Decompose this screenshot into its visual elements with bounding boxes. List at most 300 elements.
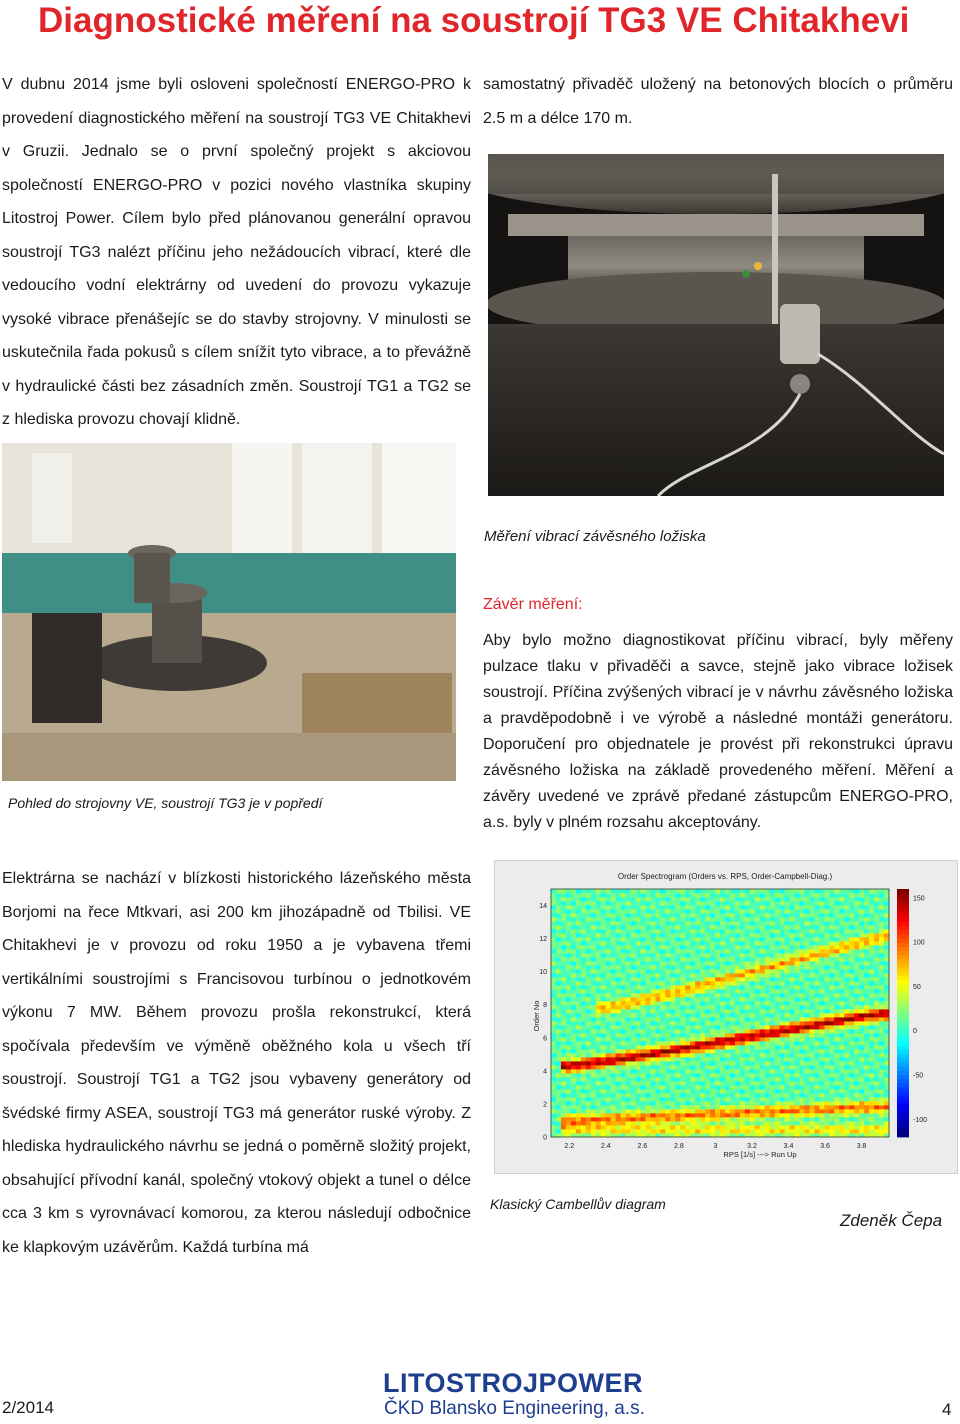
heatmap-cell: [795, 997, 800, 1001]
heatmap-cell: [760, 1069, 765, 1073]
heatmap-cell: [834, 1113, 839, 1117]
heatmap-cell: [611, 985, 616, 989]
heatmap-cell: [785, 913, 790, 917]
heatmap-cell: [844, 925, 849, 929]
heatmap-cell: [745, 949, 750, 953]
heatmap-cell: [715, 997, 720, 1001]
heatmap-cell: [869, 1005, 874, 1009]
heatmap-cell: [785, 1109, 790, 1113]
heatmap-cell: [626, 973, 631, 977]
heatmap-cell: [710, 977, 715, 981]
heatmap-cell: [720, 1041, 725, 1045]
heatmap-cell: [819, 945, 824, 949]
heatmap-cell: [844, 953, 849, 957]
heatmap-cell: [730, 937, 735, 941]
heatmap-cell: [695, 905, 700, 909]
heatmap-cell: [680, 997, 685, 1001]
heatmap-cell: [725, 965, 730, 969]
heatmap-cell: [770, 1129, 775, 1133]
heatmap-cell: [601, 997, 606, 1001]
heatmap-cell: [640, 1001, 645, 1005]
heatmap-cell: [824, 1017, 829, 1021]
heatmap-cell: [621, 1109, 626, 1113]
heatmap-cell: [645, 957, 650, 961]
heatmap-cell: [665, 1081, 670, 1085]
heatmap-cell: [616, 985, 621, 989]
heatmap-cell: [755, 889, 760, 893]
heatmap-cell: [725, 933, 730, 937]
heatmap-cell: [606, 1065, 611, 1069]
heatmap-cell: [636, 897, 641, 901]
heatmap-cell: [814, 1045, 819, 1049]
heatmap-cell: [710, 933, 715, 937]
heatmap-cell: [785, 965, 790, 969]
heatmap-cell: [680, 1065, 685, 1069]
heatmap-cell: [601, 1037, 606, 1041]
heatmap-cell: [854, 1033, 859, 1037]
heatmap-cell: [645, 929, 650, 933]
heatmap-cell: [839, 909, 844, 913]
plant-description-paragraph: Elektrárna se nachází v blízkosti historického lázeňského města Borjomi na řece Mtkvari, asi 200 km jihozápadně od Tbilisi. VE Chitakhevi je v provozu od roku 1950 a je vybavena třemi vertikálními soustrojími s Francisovou turbínou o jednotkovém výkonu 7 MW. Během provozu prošla rekonstrukcí, která spočívala především ve výměně oběžného kola u všech tří soustrojí. Soustrojí TG1 a TG2 jsou vybaveny generátory od švédské firmy ASEA, soustrojí TG3 má generátor ruské výroby. Z hlediska hydraulického návrhu se jedná o poměrně složitý projekt, obsahující přívodní kanál, společný vtokový objekt a tunel o délce cca 3 km s vyrovnávací komorou, za kterou následují odbočnice ke klapkovým uzávěrům. Každá turbína má: [2, 870, 471, 1256]
heatmap-cell: [730, 1021, 735, 1025]
heatmap-cell: [755, 1097, 760, 1101]
heatmap-cell: [690, 1125, 695, 1129]
heatmap-cell: [809, 985, 814, 989]
heatmap-cell: [720, 1125, 725, 1129]
heatmap-cell: [705, 909, 710, 913]
heatmap-cell: [665, 913, 670, 917]
heatmap-cell: [740, 1053, 745, 1057]
heatmap-cell: [839, 1101, 844, 1105]
heatmap-cell: [795, 1077, 800, 1081]
heatmap-cell: [785, 1085, 790, 1089]
heatmap-cell: [740, 1013, 745, 1017]
heatmap-cell: [685, 897, 690, 901]
heatmap-cell: [601, 1009, 606, 1013]
heatmap-cell: [631, 1093, 636, 1097]
heatmap-cell: [834, 1105, 839, 1109]
heatmap-cell: [626, 941, 631, 945]
heatmap-cell: [596, 917, 601, 921]
heatmap-cell: [839, 1013, 844, 1017]
heatmap-cell: [750, 909, 755, 913]
heatmap-cell: [616, 897, 621, 901]
heatmap-cell: [650, 1097, 655, 1101]
heatmap-cell: [740, 1117, 745, 1121]
heatmap-cell: [655, 1117, 660, 1121]
heatmap-cell: [591, 941, 596, 945]
heatmap-cell: [660, 941, 665, 945]
heatmap-cell: [670, 901, 675, 905]
heatmap-cell: [700, 1001, 705, 1005]
heatmap-cell: [715, 1129, 720, 1133]
heatmap-cell: [556, 893, 561, 897]
page-number: 4: [942, 1400, 952, 1419]
heatmap-cell: [879, 1117, 884, 1121]
heatmap-cell: [680, 1073, 685, 1077]
heatmap-cell: [700, 1045, 705, 1049]
heatmap-cell: [675, 961, 680, 965]
heatmap-cell: [660, 889, 665, 893]
campbell-caption: Klasický Cambellův diagram: [490, 1196, 666, 1212]
heatmap-cell: [869, 1121, 874, 1125]
colorbar-segment: [897, 1030, 909, 1035]
heatmap-cell: [611, 1021, 616, 1025]
heatmap-cell: [775, 1041, 780, 1045]
heatmap-cell: [844, 1097, 849, 1101]
heatmap-cell: [680, 949, 685, 953]
heatmap-cell: [735, 1085, 740, 1089]
heatmap-cell: [705, 1069, 710, 1073]
heatmap-cell: [576, 1069, 581, 1073]
heatmap-cell: [800, 897, 805, 901]
heatmap-cell: [725, 977, 730, 981]
heatmap-cell: [879, 913, 884, 917]
heatmap-cell: [690, 1069, 695, 1073]
heatmap-cell: [760, 961, 765, 965]
heatmap-cell: [819, 1065, 824, 1069]
heatmap-cell: [670, 925, 675, 929]
heatmap-cell: [655, 1013, 660, 1017]
heatmap-cell: [581, 945, 586, 949]
heatmap-cell: [790, 1033, 795, 1037]
heatmap-cell: [755, 1029, 760, 1033]
heatmap-cell: [685, 989, 690, 993]
heatmap-cell: [561, 1097, 566, 1101]
heatmap-cell: [824, 1025, 829, 1029]
heatmap-cell: [834, 901, 839, 905]
heatmap-cell: [581, 1033, 586, 1037]
heatmap-cell: [824, 941, 829, 945]
heatmap-cell: [879, 997, 884, 1001]
heatmap-cell: [800, 953, 805, 957]
y-tick-label: 10: [539, 969, 547, 977]
heatmap-cell: [665, 1117, 670, 1121]
y-tick-label: 4: [543, 1068, 547, 1076]
heatmap-cell: [640, 1085, 645, 1089]
heatmap-cell: [591, 1113, 596, 1117]
heatmap-cell: [854, 905, 859, 909]
heatmap-cell: [556, 1037, 561, 1041]
heatmap-cell: [800, 1049, 805, 1053]
heatmap-cell: [690, 1005, 695, 1009]
heatmap-cell: [675, 1073, 680, 1077]
heatmap-cell: [665, 953, 670, 957]
heatmap-cell: [631, 997, 636, 1001]
heatmap-cell: [690, 1009, 695, 1013]
heatmap-cell: [785, 1001, 790, 1005]
heatmap-cell: [710, 925, 715, 929]
heatmap-cell: [800, 949, 805, 953]
heatmap-cell: [879, 1057, 884, 1061]
heatmap-cell: [700, 1049, 705, 1053]
heatmap-cell: [655, 977, 660, 981]
heatmap-cell: [849, 933, 854, 937]
heatmap-cell: [715, 1057, 720, 1061]
heatmap-cell: [809, 1081, 814, 1085]
heatmap-cell: [874, 893, 879, 897]
heatmap-cell: [805, 1089, 810, 1093]
heatmap-cell: [829, 921, 834, 925]
heatmap-cell: [730, 917, 735, 921]
heatmap-cell: [690, 917, 695, 921]
heatmap-cell: [819, 897, 824, 901]
heatmap-cell: [586, 1101, 591, 1105]
heatmap-cell: [795, 993, 800, 997]
heatmap-cell: [621, 1117, 626, 1121]
heatmap-cell: [765, 989, 770, 993]
heatmap-cell: [854, 1045, 859, 1049]
heatmap-cell: [636, 1017, 641, 1021]
colorbar-segment: [897, 1092, 909, 1097]
heatmap-cell: [819, 1053, 824, 1057]
heatmap-cell: [720, 1025, 725, 1029]
heatmap-cell: [665, 981, 670, 985]
heatmap-cell: [705, 993, 710, 997]
heatmap-cell: [621, 1041, 626, 1045]
heatmap-cell: [645, 985, 650, 989]
heatmap-cell: [636, 1045, 641, 1049]
heatmap-cell: [824, 933, 829, 937]
colorbar-segment: [897, 910, 909, 915]
heatmap-cell: [685, 1009, 690, 1013]
heatmap-cell: [750, 1037, 755, 1041]
heatmap-cell: [844, 949, 849, 953]
heatmap-cell: [824, 945, 829, 949]
heatmap-cell: [660, 1049, 665, 1053]
heatmap-cell: [770, 973, 775, 977]
heatmap-cell: [790, 1093, 795, 1097]
heatmap-cell: [710, 1057, 715, 1061]
heatmap-cell: [576, 957, 581, 961]
heatmap-cell: [680, 969, 685, 973]
heatmap-cell: [884, 917, 889, 921]
heatmap-cell: [571, 1025, 576, 1029]
heatmap-cell: [655, 1041, 660, 1045]
heatmap-cell: [760, 1125, 765, 1129]
heatmap-cell: [725, 1105, 730, 1109]
heatmap-cell: [636, 1125, 641, 1129]
heatmap-cell: [879, 957, 884, 961]
heatmap-cell: [606, 1105, 611, 1109]
heatmap-cell: [834, 1097, 839, 1101]
heatmap-cell: [884, 945, 889, 949]
heatmap-cell: [586, 929, 591, 933]
heatmap-cell: [755, 1109, 760, 1113]
heatmap-cell: [660, 1069, 665, 1073]
heatmap-cell: [755, 1045, 760, 1049]
heatmap-cell: [834, 1069, 839, 1073]
heatmap-cell: [849, 1073, 854, 1077]
heatmap-cell: [690, 913, 695, 917]
heatmap-cell: [814, 1057, 819, 1061]
heatmap-cell: [561, 965, 566, 969]
heatmap-cell: [730, 1005, 735, 1009]
heatmap-cell: [556, 1081, 561, 1085]
heatmap-cell: [770, 961, 775, 965]
heatmap-cell: [705, 925, 710, 929]
heatmap-cell: [581, 957, 586, 961]
heatmap-cell: [705, 1065, 710, 1069]
heatmap-cell: [715, 989, 720, 993]
heatmap-cell: [626, 913, 631, 917]
heatmap-cell: [616, 981, 621, 985]
heatmap-cell: [670, 941, 675, 945]
heatmap-cell: [705, 1009, 710, 1013]
heatmap-cell: [874, 1069, 879, 1073]
heatmap-cell: [864, 897, 869, 901]
heatmap-cell: [616, 1025, 621, 1029]
heatmap-cell: [755, 1125, 760, 1129]
heatmap-cell: [665, 917, 670, 921]
heatmap-cell: [805, 897, 810, 901]
heatmap-cell: [640, 1057, 645, 1061]
heatmap-cell: [670, 1065, 675, 1069]
heatmap-cell: [705, 1053, 710, 1057]
heatmap-cell: [566, 1085, 571, 1089]
heatmap-cell: [680, 1125, 685, 1129]
heatmap-cell: [765, 1049, 770, 1053]
heatmap-cell: [650, 1037, 655, 1041]
heatmap-cell: [809, 1121, 814, 1125]
heatmap-cell: [566, 917, 571, 921]
heatmap-cell: [819, 949, 824, 953]
heatmap-cell: [859, 1077, 864, 1081]
heatmap-cell: [640, 1025, 645, 1029]
heatmap-cell: [854, 1073, 859, 1077]
heatmap-cell: [640, 1121, 645, 1125]
heatmap-cell: [760, 1113, 765, 1117]
heatmap-cell: [606, 1049, 611, 1053]
heatmap-cell: [636, 953, 641, 957]
heatmap-cell: [556, 1025, 561, 1029]
heatmap-cell: [685, 1093, 690, 1097]
heatmap-cell: [601, 1117, 606, 1121]
heatmap-cell: [720, 937, 725, 941]
heatmap-cell: [601, 921, 606, 925]
heatmap-cell: [640, 1125, 645, 1129]
heatmap-cell: [864, 1041, 869, 1045]
heatmap-cell: [650, 1129, 655, 1133]
heatmap-cell: [680, 985, 685, 989]
heatmap-cell: [690, 977, 695, 981]
heatmap-cell: [834, 981, 839, 985]
heatmap-cell: [670, 1077, 675, 1081]
heatmap-cell: [626, 1037, 631, 1041]
heatmap-cell: [631, 1113, 636, 1117]
heatmap-cell: [770, 889, 775, 893]
heatmap-cell: [780, 1069, 785, 1073]
heatmap-cell: [770, 1017, 775, 1021]
heatmap-cell: [640, 1069, 645, 1073]
heatmap-cell: [775, 1097, 780, 1101]
heatmap-cell: [819, 913, 824, 917]
heatmap-cell: [834, 953, 839, 957]
colorbar-segment: [897, 1013, 909, 1018]
heatmap-cell: [809, 981, 814, 985]
heatmap-cell: [834, 961, 839, 965]
heatmap-cell: [780, 997, 785, 1001]
heatmap-cell: [869, 1089, 874, 1093]
heatmap-cell: [596, 1037, 601, 1041]
heatmap-cell: [660, 909, 665, 913]
heatmap-cell: [675, 965, 680, 969]
heatmap-cell: [770, 1093, 775, 1097]
heatmap-cell: [760, 1025, 765, 1029]
heatmap-cell: [809, 913, 814, 917]
heatmap-cell: [765, 1081, 770, 1085]
heatmap-cell: [780, 1053, 785, 1057]
heatmap-cell: [670, 905, 675, 909]
heatmap-cell: [755, 1057, 760, 1061]
heatmap-cell: [884, 929, 889, 933]
heatmap-cell: [785, 929, 790, 933]
heatmap-cell: [611, 1097, 616, 1101]
heatmap-cell: [611, 1069, 616, 1073]
heatmap-cell: [631, 901, 636, 905]
heatmap-cell: [700, 1013, 705, 1017]
heatmap-cell: [680, 1053, 685, 1057]
heatmap-cell: [785, 997, 790, 1001]
heatmap-cell: [571, 1097, 576, 1101]
heatmap-cell: [760, 905, 765, 909]
heatmap-cell: [640, 1049, 645, 1053]
heatmap-cell: [854, 1101, 859, 1105]
heatmap-cell: [586, 1041, 591, 1045]
heatmap-cell: [690, 897, 695, 901]
heatmap-cell: [586, 925, 591, 929]
colorbar-segment: [897, 893, 909, 898]
heatmap-cell: [685, 973, 690, 977]
heatmap-cell: [765, 1041, 770, 1045]
heatmap-cell: [636, 985, 641, 989]
heatmap-cell: [879, 937, 884, 941]
heatmap-cell: [581, 1121, 586, 1125]
heatmap-cell: [745, 965, 750, 969]
heatmap-cell: [844, 897, 849, 901]
heatmap-cell: [700, 1121, 705, 1125]
heatmap-cell: [616, 957, 621, 961]
heatmap-cell: [755, 1017, 760, 1021]
heatmap-cell: [571, 989, 576, 993]
heatmap-cell: [844, 1025, 849, 1029]
heatmap-cell: [640, 981, 645, 985]
heatmap-cell: [745, 1077, 750, 1081]
heatmap-cell: [601, 1069, 606, 1073]
heatmap-cell: [690, 1065, 695, 1069]
heatmap-cell: [695, 1093, 700, 1097]
heatmap-cell: [725, 1065, 730, 1069]
heatmap-cell: [780, 1021, 785, 1025]
heatmap-cell: [695, 997, 700, 1001]
heatmap-cell: [616, 1097, 621, 1101]
heatmap-cell: [631, 921, 636, 925]
heatmap-cell: [814, 1105, 819, 1109]
heatmap-cell: [750, 981, 755, 985]
heatmap-cell: [640, 957, 645, 961]
heatmap-cell: [760, 933, 765, 937]
heatmap-cell: [586, 1113, 591, 1117]
heatmap-cell: [586, 901, 591, 905]
heatmap-cell: [660, 917, 665, 921]
heatmap-cell: [829, 901, 834, 905]
heatmap-cell: [591, 929, 596, 933]
heatmap-cell: [581, 981, 586, 985]
heatmap-cell: [760, 985, 765, 989]
heatmap-cell: [621, 1009, 626, 1013]
heatmap-cell: [586, 949, 591, 953]
heatmap-cell: [685, 913, 690, 917]
